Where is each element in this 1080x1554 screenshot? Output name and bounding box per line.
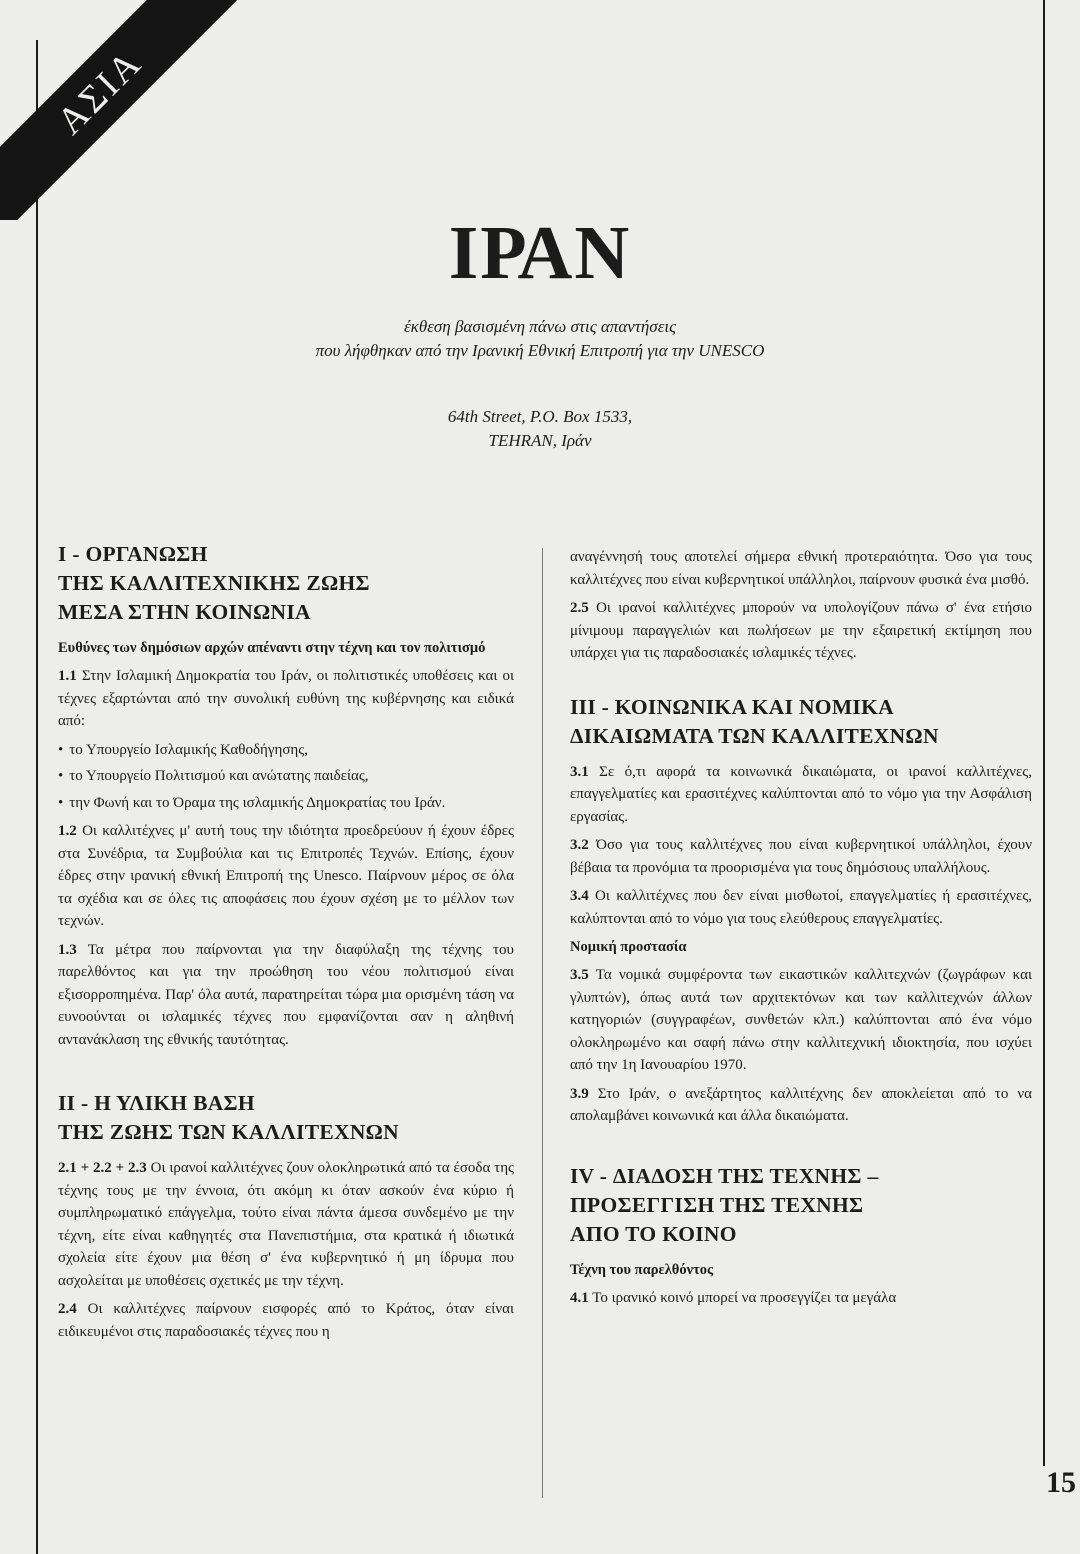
list-item: • το Υπουργείο Ισλαμικής Καθοδήγησης, xyxy=(58,741,308,758)
paragraph-2-5: 2.5 Οι ιρανοί καλλιτέχνες μπορούν να υπολογίζουν πάνω σ' ένα ετήσιο μίνιμουμ παραγγελιών και πωλήσεων με την εξαιρετική εκτίμηση που υπάρχει για τις παραδοσιακές ισλαμικές τέχνες. xyxy=(570,600,1032,661)
paragraph-3-9: 3.9 Στο Ιράν, ο ανεξάρτητος καλλιτέχνης δεν αποκλείεται από το να απολαμβάνει κοινωνικά και άλλα δικαιώματα. xyxy=(570,1085,1033,1124)
column-divider xyxy=(542,548,543,1498)
paragraph-2-4: 2.4 Οι καλλιτέχνες παίρνουν εισφορές από το Κράτος, όταν είναι ειδικευμένοι στις παραδοσιακές τέχνες που η xyxy=(58,1301,515,1340)
section-heading-2: ΙΙ - Η ΥΛΙΚΗ ΒΑΣΗ ΤΗΣ ΖΩΗΣ ΤΩΝ ΚΑΛΛΙΤΕΧΝΩΝ xyxy=(58,1091,400,1144)
section-heading-1: Ι - ΟΡΓΑΝΩΣΗ ΤΗΣ ΚΑΛΛΙΤΕΧΝΙΚΗΣ ΖΩΗΣ ΜΕΣΑ ΣΤΗΝ ΚΟΙΝΩΝΙΑ xyxy=(58,542,370,624)
subheading-art-of-past: Τέχνη του παρελθόντος xyxy=(570,1261,714,1278)
paragraph-1-1: 1.1 Στην Ισλαμική Δημοκρατία του Ιράν, οι πολιτιστικές υποθέσεις και οι τέχνες εξαρτώνται από την συνολική ευθύνη της κυβέρνησης και ειδικά από: xyxy=(58,668,515,729)
paragraph-3-1: 3.1 Σε ό,τι αφορά τα κοινωνικά δικαιώματα, οι ιρανοί καλλιτέχνες, επαγγελματίες και ερασιτέχνες καλύπτονται από το νόμο για την Ασφάλιση εργασίας. xyxy=(570,763,1033,825)
paragraph-3-2: 3.2 Όσο για τους καλλιτέχνες που είναι κυβερνητικοί υπάλληλοι, έχουν βέβαια τα προνόμια τα προορισμένα για τους δημόσιους υπαλλήλους. xyxy=(570,837,1033,876)
address-line: 64th Street, P.O. Box 1533, xyxy=(447,407,633,426)
address xyxy=(0,405,1080,453)
subtitle-line: που λήφθηκαν από την Ιρανική Εθνική Επιτροπή για την UNESCO xyxy=(315,341,765,360)
right-column xyxy=(570,546,1032,1315)
corner-banner-label: ΑΣΙΑ xyxy=(49,41,151,143)
paragraph-1-3: 1.3 Τα μέτρα που παίρνονται για την διαφύλαξη της τέχνης του παρελθόντος και για την προώθηση του νέου πολιτισμού είναι εξισορροπημένα. Παρ' όλα αυτά, παρατηρείται τώρα μια ορισμένη τάση να ευνοούνται οι ισλαμικές τέχνες που εμφανίζονται σαν η αληθινή αντανάκλαση της εθνικής ταυτότητας. xyxy=(58,941,514,1048)
list-item: • την Φωνή και το Όραμα της ισλαμικής Δημοκρατίας του Ιράν. xyxy=(58,794,446,811)
section-heading-4: IV - ΔΙΑΔΟΣΗ ΤΗΣ ΤΕΧΝΗΣ – ΠΡΟΣΕΓΓΙΣΗ ΤΗΣ ΤΕΧΝΗΣ ΑΠΟ ΤΟ ΚΟΙΝΟ xyxy=(570,1163,879,1246)
subtitle xyxy=(0,315,1080,363)
paragraph-continued: αναγέννησή τους αποτελεί σήμερα εθνική προτεραιότητα. Όσο για τους καλλιτέχνες που είναι κυβερνητικοί υπάλληλοι, παίρνουν φυσικά ένα μισθό. xyxy=(570,549,1032,588)
paragraph-4-1: 4.1 Το ιρανικό κοινό μπορεί να προσεγγίζει τα μεγάλα xyxy=(570,1289,897,1306)
paragraph-3-5: 3.5 Τα νομικά συμφέροντα των εικαστικών καλλιτεχνών (ζωγράφων και γλυπτών), όπως αυτά των αρχιτεκτόνων και των καλλιτεχνών άλλων κατηγοριών (συγγραφέων, συνθετών κλπ.) καλύπτονται από ένα νόμο ολοκληρωμένο και σαφή πάνω στην καλλιτεχνική ιδιοκτησία, που ισχύει από την 1η Ιανουαρίου 1970. xyxy=(570,967,1032,1073)
left-column xyxy=(58,540,514,1349)
section-heading-3: ΙΙΙ - ΚΟΙΝΩΝΙΚΑ ΚΑΙ ΝΟΜΙΚΑ ΔΙΚΑΙΩΜΑΤΑ ΤΩΝ ΚΑΛΛΙΤΕΧΝΩΝ xyxy=(570,694,939,748)
address-line: TEHRAN, Ιράν xyxy=(488,431,592,450)
paragraph-2-1-2-3: 2.1 + 2.2 + 2.3 Οι ιρανοί καλλιτέχνες ζουν ολοκληρωτικά από τα έσοδα της τέχνης τους με την έννοια, ότι ακόμη κι όταν ασκούν ένα κύριο ή συμπληρωματικό επάγγελμα, τούτο είναι πάντα άμεσα συνδεμένο με την τέχνη, είτε είναι καθηγητές στα Πανεπιστήμια, στα κρατικά ή ιδιωτικά σχολεία είτε έχουν μια θέση σ' ένα κυβερνητικό ή μη ίδρυμα που ασχολείται με υποθέσεις σχετικές με την τέχνη. xyxy=(58,1160,514,1289)
page-number: 15 xyxy=(1046,1466,1076,1499)
bullet-list xyxy=(58,739,514,815)
subheading-public-authorities: Ευθύνες των δημόσιων αρχών απέναντι στην τέχνη και τον πολιτισμό xyxy=(58,640,486,656)
subtitle-line: έκθεση βασισμένη πάνω στις απαντήσεις xyxy=(403,317,677,336)
list-item: • το Υπουργείο Πολιτισμού και ανώτατης παιδείας, xyxy=(58,768,369,784)
page-title: ΙΡΑΝ xyxy=(448,211,632,295)
paragraph-1-2: 1.2 Οι καλλιτέχνες μ' αυτή τους την ιδιότητα προεδρεύουν ή έχουν έδρες στα Συνέδρια, τα Συμβούλια και τις Επιτροπές Τεχνών. Επίσης, έχουν έδρες στην ιρανική εθνική Επιτροπή της Unesco. Παίρνουν μέρος σε όλα τα σχέδια και σε όλες τις αποφάσεις που έχουν σχέση με το μέλλον των τεχνών. xyxy=(58,823,514,929)
subheading-legal-protection: Νομική προστασία xyxy=(570,939,687,955)
paragraph-3-4: 3.4 Οι καλλιτέχνες που δεν είναι μισθωτοί, επαγγελματίες ή ερασιτέχνες, καλύπτονται από το νόμο για τους ελεύθερους επαγγελματίες. xyxy=(570,888,1033,927)
corner-banner xyxy=(0,0,260,220)
